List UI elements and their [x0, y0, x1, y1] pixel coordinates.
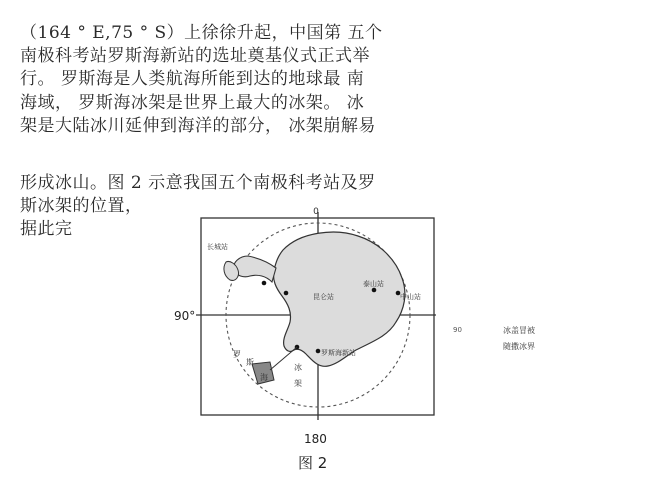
label-rosssea: 罗斯海新站 [321, 349, 356, 357]
legend-item-1: 冰盖冒被 [503, 326, 535, 335]
text-line: 海域， 罗斯海冰架是世界上最大的冰架。 冰 [20, 92, 365, 113]
leader-line [270, 347, 297, 370]
legend-item-2: 随撒冰界 [503, 342, 535, 351]
text-line: 据此完 [20, 219, 73, 240]
label-90-left: 90° [174, 309, 196, 323]
text-line: 形成冰山。图 2 示意我国五个南极科考站及罗 [20, 173, 376, 193]
text-line: 斯冰架的位置， [20, 196, 143, 217]
antarctic-peninsula [234, 256, 276, 282]
label-taishan: 泰山站 [363, 280, 384, 288]
rosssea-dot-2 [316, 349, 321, 354]
ice-char-2: 架 [294, 379, 302, 388]
figure-caption: 图 2 [298, 454, 328, 472]
label-90-right: 90 [453, 326, 462, 334]
changcheng-dot [262, 281, 267, 286]
label-0: 0 [313, 207, 319, 217]
text-line: 南极科考站罗斯海新站的选址奠基仪式正式举 [20, 46, 370, 67]
text-line: 架是大陆冰川延伸到海洋的部分， 冰架崩解易 [20, 115, 376, 136]
label-changcheng: 长城站 [207, 243, 228, 251]
antarctica-landmass [273, 232, 404, 366]
label-kunlun: 昆仑站 [313, 293, 334, 301]
kunlun-dot [284, 291, 289, 296]
taishan-dot [372, 288, 377, 293]
sea-char-3: 海 [260, 373, 268, 382]
ice-char-1: 冰 [294, 363, 302, 372]
sea-char-2: 斯 [246, 358, 254, 367]
label-180: 180 [304, 432, 327, 446]
sea-char-1: 罗 [233, 350, 241, 359]
text-line: （164 ° E,75 ° S）上徐徐升起，中国第 五个 [20, 23, 383, 43]
label-zhongshan: 中山站 [400, 293, 421, 301]
text-line: 行。 罗斯海是人类航海所能到达的地球最 南 [20, 69, 365, 90]
